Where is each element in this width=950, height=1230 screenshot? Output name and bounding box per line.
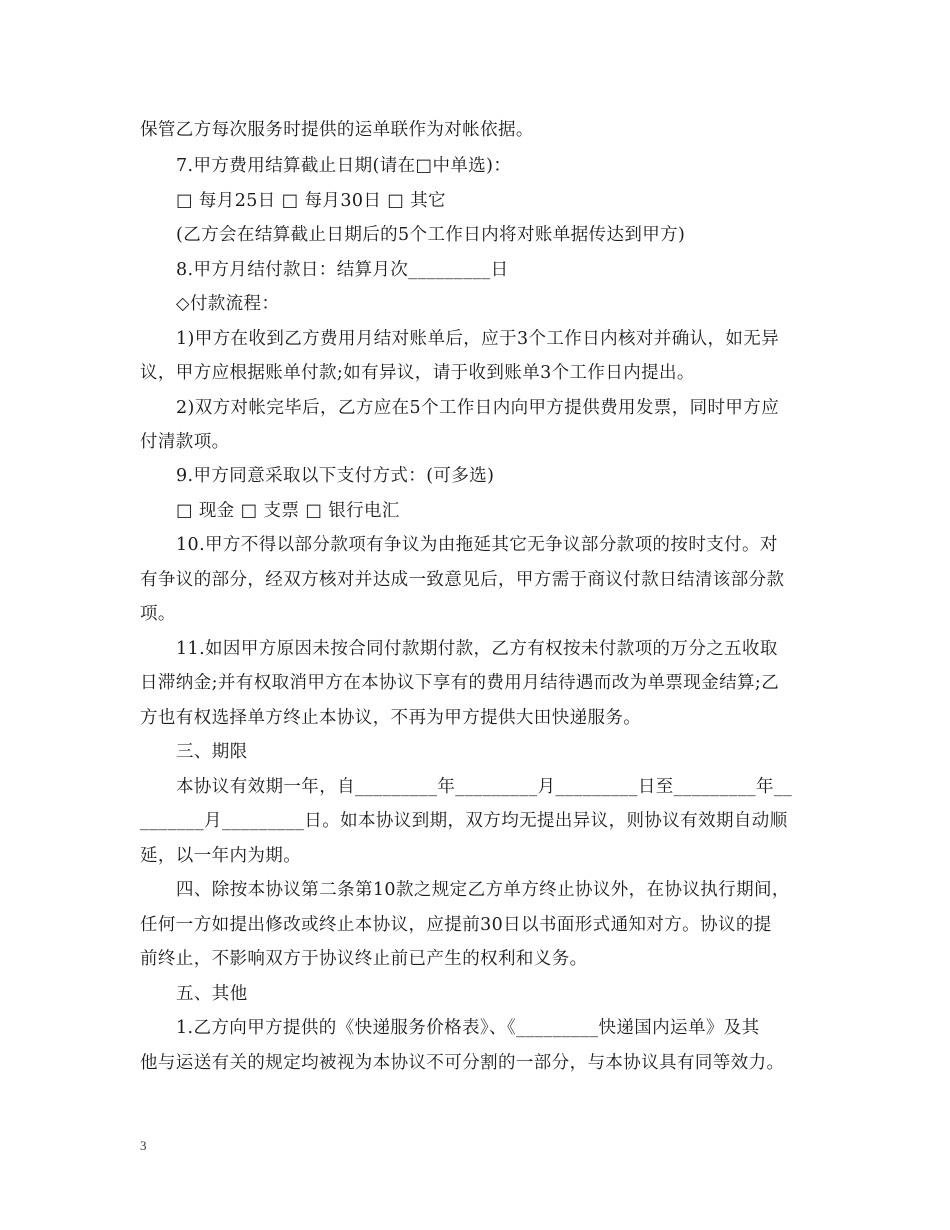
text-line: □ 每月25日 □ 每月30日 □ 其它 xyxy=(176,191,446,211)
text-line: ◇付款流程： xyxy=(176,294,280,314)
text-line: 9.甲方同意采取以下支付方式：(可多选) xyxy=(176,466,495,486)
text-line: 8.甲方月结付款日：结算月次_________日 xyxy=(176,260,509,280)
text-line: 延，以一年内为期。 xyxy=(140,846,302,866)
page-number: 3 xyxy=(140,1138,147,1153)
text-line: 1.乙方向甲方提供的《快递服务价格表》、《_________快递国内运单》及其 xyxy=(176,1018,760,1038)
text-line: 11.如因甲方原因未按合同付款期付款，乙方有权按未付款项的万分之五收取 xyxy=(176,639,778,659)
text-line: (乙方会在结算截止日期后的5个工作日内将对账单据传达到甲方) xyxy=(176,225,686,245)
section-heading: 三、期限 xyxy=(176,742,248,762)
section-heading: 五、其他 xyxy=(176,984,248,1004)
text-line: 任何一方如提出修改或终止本协议，应提前30日以书面形式通知对方。协议的提 xyxy=(140,915,772,935)
text-line: 10.甲方不得以部分款项有争议为由拖延其它无争议部分款项的按时支付。对 xyxy=(176,535,778,555)
text-line: 1)甲方在收到乙方费用月结对账单后，应于3个工作日内核对并确认，如无异 xyxy=(176,329,780,349)
text-line: 付清款项。 xyxy=(140,432,230,452)
text-line: □ 现金 □ 支票 □ 银行电汇 xyxy=(176,501,400,521)
text-line: 有争议的部分，经双方核对并达成一致意见后，甲方需于商议付款日结清该部分款 xyxy=(140,570,785,590)
text-line: 本协议有效期一年，自_________年_________月_________日至_________年__ xyxy=(176,777,793,797)
text-line: 前终止，不影响双方于协议终止前已产生的权利和义务。 xyxy=(140,949,588,969)
text-line: 2)双方对帐完毕后，乙方应在5个工作日内向甲方提供费用发票，同时甲方应 xyxy=(176,398,780,418)
text-line: _______月_________日。如本协议到期，双方均无提出异议，则协议有效期自动顺 xyxy=(140,811,788,831)
text-line: 项。 xyxy=(140,604,176,624)
text-line: 他与运送有关的规定均被视为本协议不可分割的一部分，与本协议具有同等效力。 xyxy=(140,1053,785,1073)
text-line: 7.甲方费用结算截止日期(请在□中单选)： xyxy=(176,156,512,176)
text-line: 议，甲方应根据账单付款;如有异议，请于收到账单3个工作日内提出。 xyxy=(140,363,695,383)
text-line: 四、除按本协议第二条第10款之规定乙方单方终止协议外，在协议执行期间， xyxy=(176,880,790,900)
text-line: 保管乙方每次服务时提供的运单联作为对帐依据。 xyxy=(140,120,534,140)
text-line: 日滞纳金;并有权取消甲方在本协议下享有的费用月结待遇而改为单票现金结算;乙 xyxy=(140,673,780,693)
text-line: 方也有权选择单方终止本协议，不再为甲方提供大田快递服务。 xyxy=(140,708,642,728)
